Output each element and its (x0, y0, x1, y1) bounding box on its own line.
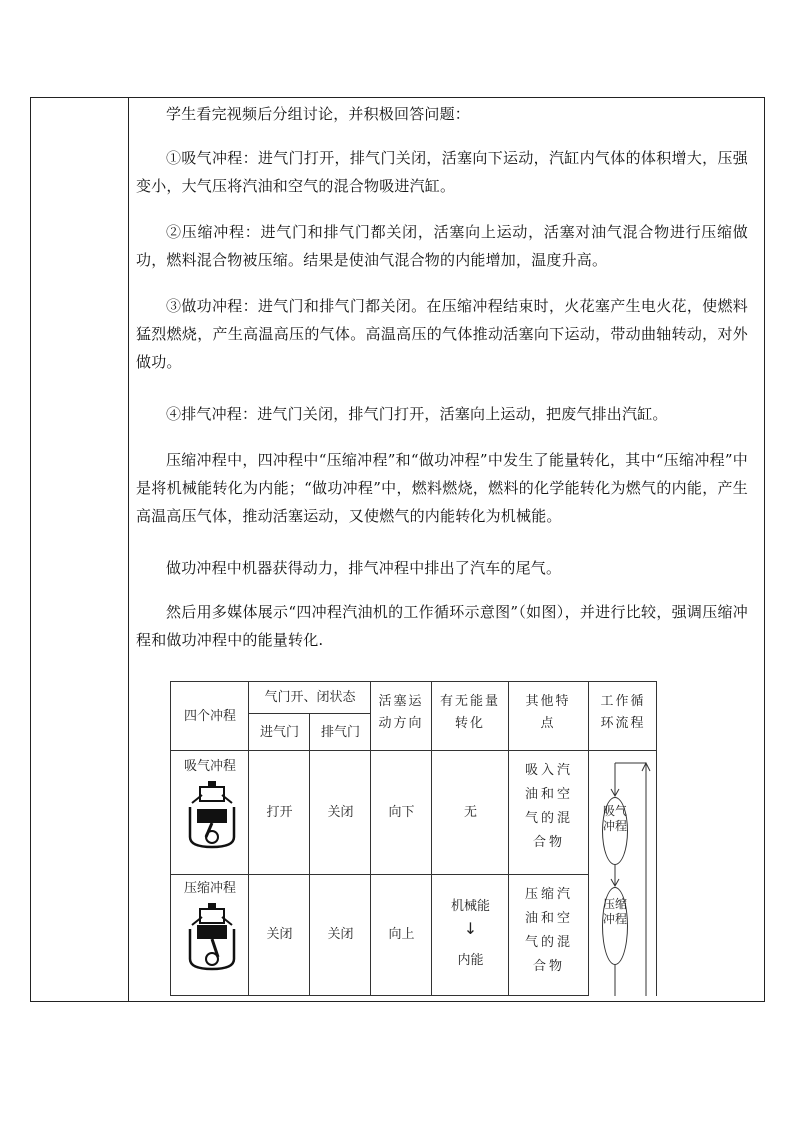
table-border-top (170, 681, 657, 682)
table-border-right (656, 681, 657, 996)
table-col-line-1 (248, 681, 249, 996)
row2-energy-bottom: 内能 (457, 953, 484, 968)
cycle-oval-intake: 吸气冲程 (602, 797, 628, 865)
row2-other: 压缩汽油和空气的混合物 (524, 887, 573, 974)
cycle-oval-compression: 压缩冲程 (602, 887, 628, 965)
table-col-line-6 (588, 681, 589, 996)
table-col-line-5 (508, 681, 509, 996)
header-piston: 活塞运动方向 (378, 694, 424, 731)
table-col-line-3 (370, 681, 371, 996)
compression-stroke-engine-diagram (186, 903, 238, 973)
table-border-left (170, 681, 171, 996)
intake-stroke-engine-diagram (186, 781, 238, 851)
paragraph-intro: 学生看完视频后分组讨论，并积极回答问题： (166, 105, 471, 123)
row2-piston: 向上 (388, 927, 415, 942)
table-col-line-4 (431, 681, 432, 996)
row1-other: 吸入汽油和空气的混合物 (524, 763, 573, 850)
row1-energy: 无 (463, 805, 477, 820)
table-col-line-2 (309, 713, 310, 996)
row1-intake: 打开 (266, 805, 293, 820)
header-energy: 有无能量转化 (440, 694, 501, 731)
header-intake: 进气门 (259, 725, 299, 740)
row2-stroke-name: 压缩冲程 (183, 881, 236, 896)
row1-stroke-name: 吸气冲程 (183, 759, 236, 774)
paragraph-compression-stroke: ②压缩冲程：进气门和排气门都关闭，活塞向上运动，活塞对油气混合物进行压缩做功，燃料混合物被压缩。结果是使油气混合物的内能增加，温度升高。 (136, 223, 748, 269)
row2-energy-arrow-icon: ↓ (463, 919, 478, 938)
row2-exhaust: 关闭 (327, 927, 354, 942)
table-bottom-line (170, 995, 588, 996)
row1-piston: 向下 (388, 805, 415, 820)
paragraph-power-exhaust-summary: 做功冲程中机器获得动力，排气冲程中排出了汽车的尾气。 (166, 559, 562, 577)
paragraph-power-stroke: ③做功冲程：进气门和排气门都关闭。在压缩冲程结束时，火花塞产生电火花，使燃料猛烈燃烧，产生高温高压的气体。高温高压的气体推动活塞向下运动，带动曲轴转动，对外做功。 (136, 297, 748, 371)
row2-intake: 关闭 (266, 927, 293, 942)
header-cycle: 工作循环流程 (600, 694, 646, 731)
header-valve-state: 气门开、闭状态 (264, 690, 356, 705)
outer-column-divider (128, 97, 129, 1002)
header-stroke: 四个冲程 (183, 709, 236, 724)
header-exhaust: 排气门 (320, 725, 360, 740)
row2-energy-top: 机械能 (450, 899, 490, 914)
paragraph-energy-conversion: 压缩冲程中，四冲程中“压缩冲程”和“做功冲程”中发生了能量转化，其中“压缩冲程”中是将机械能转化为内能；“做功冲程”中，燃料燃烧，燃料的化学能转化为燃气的内能，产生高温高压气体，推动活塞运动，又使燃气的内能转化为机械能。 (136, 451, 748, 525)
row1-exhaust: 关闭 (327, 805, 354, 820)
paragraph-intake-stroke: ①吸气冲程：进气门打开，排气门关闭，活塞向下运动，汽缸内气体的体积增大，压强变小，大气压将汽油和空气的混合物吸进汽缸。 (136, 149, 748, 195)
table-header-bottom-line (170, 750, 588, 751)
table-row1-bottom-line (170, 874, 588, 875)
cycle-flow-lines (590, 751, 656, 996)
paragraph-multimedia: 然后用多媒体展示“四冲程汽油机的工作循环示意图”（如图），并进行比较，强调压缩冲程和做功冲程中的能量转化. (136, 603, 748, 649)
header-other: 其他特点 (525, 694, 571, 731)
stroke-comparison-table (170, 681, 657, 996)
paragraph-exhaust-stroke: ④排气冲程：进气门关闭，排气门打开，活塞向上运动，把废气排出汽缸。 (166, 405, 668, 423)
